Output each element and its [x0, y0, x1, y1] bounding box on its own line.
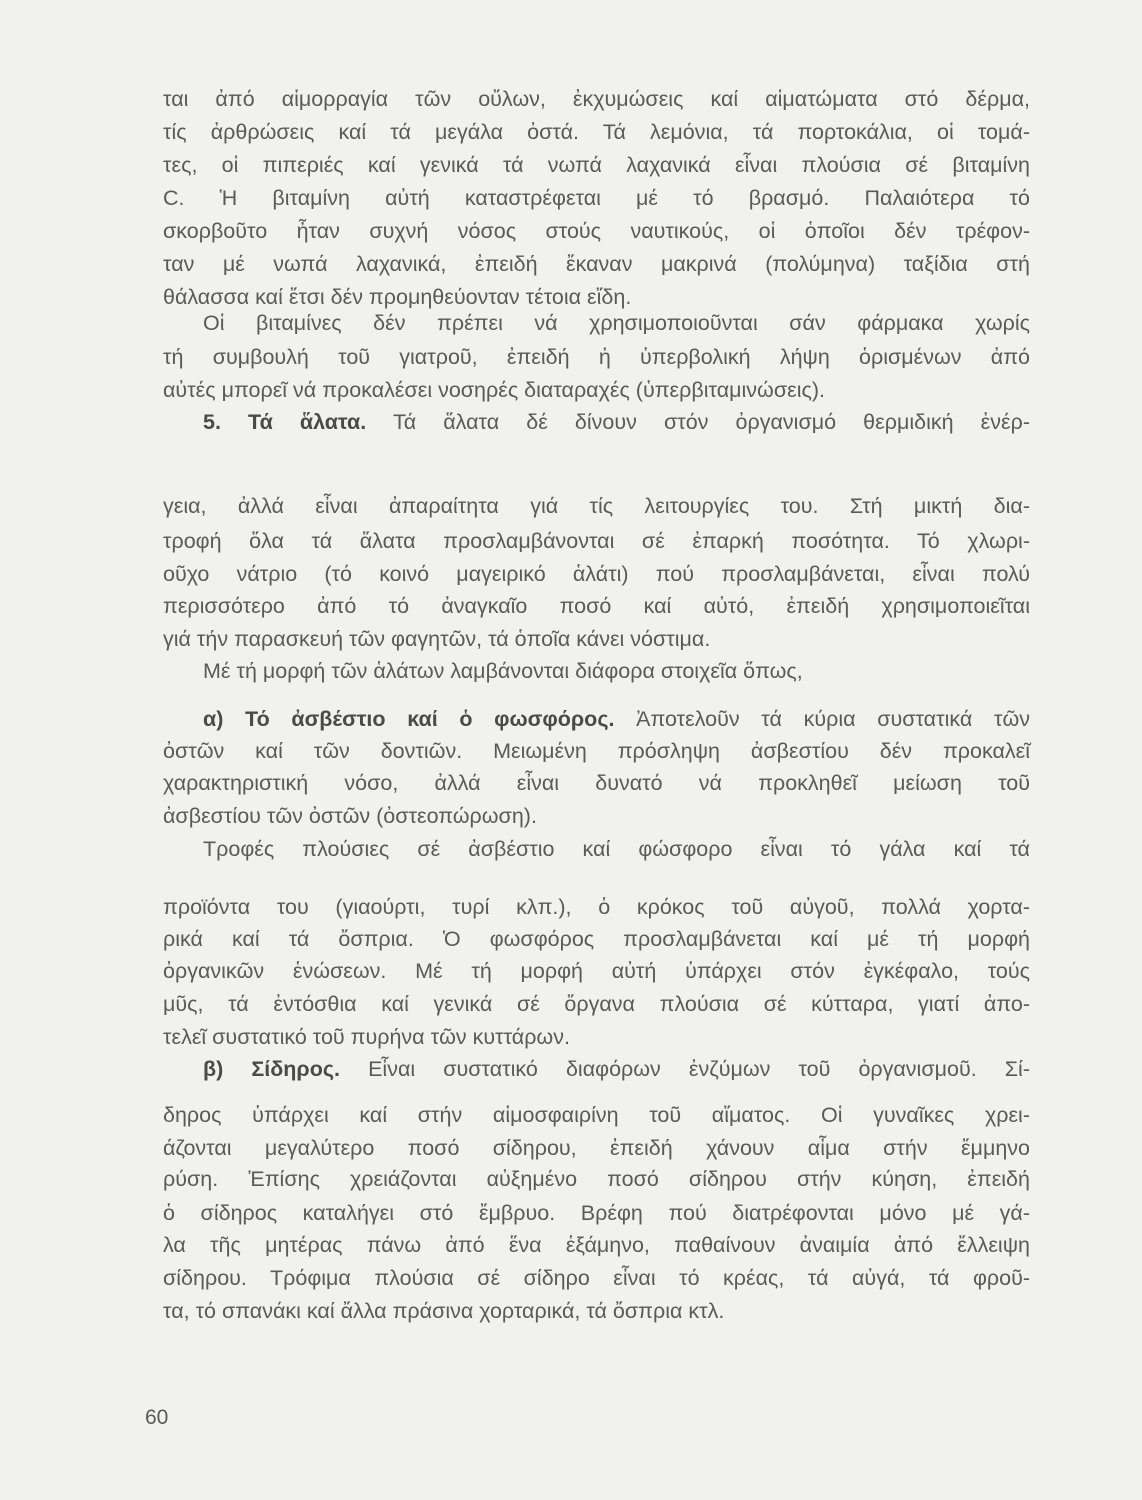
line-text: μῦς, τά ἐντόσθια καί γενικά σέ ὄργανα πλούσια σέ κύτταρα, γιατί ἀπο-: [163, 992, 1030, 1016]
section-heading: 5. Τά ἅλατα.: [203, 410, 367, 434]
text-line: [163, 991, 1030, 1017]
text-line: [203, 310, 1030, 336]
text-line: [203, 409, 1030, 435]
text-line: [163, 626, 1030, 652]
text-line: [163, 561, 1030, 587]
line-text: Τροφές πλούσιες σέ ἀσβέστιο καί φώσφορο εἶναι τό γάλα καί τά: [203, 837, 1030, 861]
text-line: [163, 152, 1030, 178]
text-line: [163, 218, 1030, 244]
text-line: [163, 86, 1030, 112]
line-text: προϊόντα του (γιαούρτι, τυρί κλπ.), ὁ κρόκος τοῦ αὐγοῦ, πολλά χορτα-: [163, 895, 1030, 919]
line-text: τες, οἱ πιπεριές καί γενικά τά νωπά λαχανικά εἶναι πλούσια σέ βιταμίνη: [163, 153, 1030, 177]
page-number: 60: [145, 1406, 169, 1429]
line-text: ρύση. Ἐπίσης χρειάζονται αὐξημένο ποσό σίδηρου στήν κύηση, ἐπειδή: [163, 1167, 1030, 1191]
line-text: Μέ τή μορφή τῶν ἁλάτων λαμβάνονται διάφορα στοιχεῖα ὅπως,: [203, 659, 803, 683]
text-line: [163, 926, 1030, 952]
line-text: σκορβοῦτο ἦταν συχνή νόσος στούς ναυτικούς, οἱ ὁποῖοι δέν τρέφον-: [163, 219, 1030, 243]
text-line: [163, 377, 1030, 403]
section-heading: β) Σίδηρος.: [203, 1057, 340, 1081]
line-text: ὀστῶν καί τῶν δοντιῶν. Μειωμένη πρόσληψη ἀσβεστίου δέν προκαλεῖ: [163, 739, 1030, 763]
text-line: [163, 770, 1030, 796]
text-line: [163, 738, 1030, 764]
text-line: [203, 658, 1030, 684]
text-line: [203, 1056, 1030, 1082]
line-text: ρικά καί τά ὄσπρια. Ὁ φωσφόρος προσλαμβάνεται καί μέ τή μορφή: [163, 927, 1030, 951]
line-text: περισσότερο ἀπό τό ἀναγκαῖο ποσό καί αὐτό, ἐπειδή χρησιμοποιεῖται: [163, 594, 1030, 618]
line-text: χαρακτηριστική νόσο, ἀλλά εἶναι δυνατό νά προκληθεῖ μείωση τοῦ: [163, 771, 1030, 795]
text-line: [163, 1232, 1030, 1258]
line-text: C. Ἡ βιταμίνη αὐτή καταστρέφεται μέ τό βρασμό. Παλαιότερα τό: [163, 186, 1030, 210]
text-line: [163, 185, 1030, 211]
text-line: [163, 284, 1030, 310]
line-text: τα, τό σπανάκι καί ἄλλα πράσινα χορταρικά, τά ὄσπρια κτλ.: [163, 1299, 725, 1323]
line-text: άζονται μεγαλύτερο ποσό σίδηρου, ἐπειδή χάνουν αἷμα στήν ἔμμηνο: [163, 1136, 1030, 1160]
line-text: ται ἀπό αἱμορραγία τῶν οὔλων, ἐκχυμώσεις καί αἱματώματα στό δέρμα,: [163, 87, 1030, 111]
text-line: [163, 593, 1030, 619]
text-line: [163, 1166, 1030, 1192]
line-text: τελεῖ συστατικό τοῦ πυρήνα τῶν κυττάρων.: [163, 1025, 570, 1049]
line-text: ὁ σίδηρος καταλήγει στό ἔμβρυο. Βρέφη πού διατρέφονται μόνο μέ γά-: [163, 1201, 1030, 1225]
text-line: [203, 836, 1030, 862]
line-text: γεια, ἀλλά εἶναι ἀπαραίτητα γιά τίς λειτουργίες του. Στή μικτή δια-: [163, 494, 1030, 518]
line-text: Ἀποτελοῦν τά κύρια συστατικά τῶν: [614, 707, 1030, 731]
line-text: γιά τήν παρασκευή τῶν φαγητῶν, τά ὁποῖα κάνει νόστιμα.: [163, 627, 711, 651]
line-text: τή συμβουλή τοῦ γιατροῦ, ἐπειδή ἡ ὑπερβολική λήψη ὁρισμένων ἀπό: [163, 345, 1030, 369]
line-text: λα τῆς μητέρας πάνω ἀπό ἕνα ἑξάμηνο, παθαίνουν ἀναιμία ἀπό ἔλλειψη: [163, 1233, 1030, 1257]
text-line: [163, 1135, 1030, 1161]
line-text: τροφή ὅλα τά ἅλατα προσλαμβάνονται σέ ἐπαρκή ποσότητα. Τό χλωρι-: [163, 529, 1030, 553]
line-text: σίδηρου. Τρόφιμα πλούσια σέ σίδηρο εἶναι τό κρέας, τά αὐγά, τά φροῦ-: [163, 1266, 1030, 1290]
section-heading: α) Τό ἀσβέστιο καί ὁ φωσφόρος.: [203, 707, 615, 731]
line-text: Οἱ βιταμίνες δέν πρέπει νά χρησιμοποιοῦνται σάν φάρμακα χωρίς: [203, 311, 1030, 335]
text-line: [163, 528, 1030, 554]
line-text: ἀσβεστίου τῶν ὀστῶν (ὀστεοπώρωση).: [163, 804, 537, 828]
line-text: ὀργανικῶν ἑνώσεων. Μέ τή μορφή αὐτή ὑπάρχει στόν ἐγκέφαλο, τούς: [163, 959, 1030, 983]
text-line: [163, 1298, 1030, 1324]
line-text: Εἶναι συστατικό διαφόρων ἐνζύμων τοῦ ὀργανισμοῦ. Σί-: [340, 1057, 1030, 1081]
text-line: [163, 894, 1030, 920]
line-text: αὐτές μπορεῖ νά προκαλέσει νοσηρές διαταραχές (ὑπερβιταμινώσεις).: [163, 378, 825, 402]
line-text: δηρος ὑπάρχει καί στήν αἱμοσφαιρίνη τοῦ αἵματος. Οἱ γυναῖκες χρει-: [163, 1103, 1030, 1127]
text-line: [203, 706, 1030, 732]
text-line: [163, 958, 1030, 984]
text-line: [163, 493, 1030, 519]
line-text: οῦχο νάτριο (τό κοινό μαγειρικό ἁλάτι) πού προσλαμβάνεται, εἶναι πολύ: [163, 562, 1030, 586]
line-text: Τά ἅλατα δέ δίνουν στόν ὀργανισμό θερμιδική ἐνέρ-: [366, 410, 1030, 434]
text-line: [163, 251, 1030, 277]
text-line: [163, 803, 1030, 829]
line-text: θάλασσα καί ἔτσι δέν προμηθεύονταν τέτοια εἴδη.: [163, 285, 632, 309]
text-line: [163, 1265, 1030, 1291]
line-text: ταν μέ νωπά λαχανικά, ἐπειδή ἔκαναν μακρινά (πολύμηνα) ταξίδια στή: [163, 252, 1030, 276]
line-text: τίς ἀρθρώσεις καί τά μεγάλα ὀστά. Τά λεμόνια, τά πορτοκάλια, οἱ τομά-: [163, 120, 1030, 144]
text-line: [163, 119, 1030, 145]
text-line: [163, 1102, 1030, 1128]
text-line: [163, 344, 1030, 370]
text-line: [163, 1024, 1030, 1050]
text-line: [163, 1200, 1030, 1226]
